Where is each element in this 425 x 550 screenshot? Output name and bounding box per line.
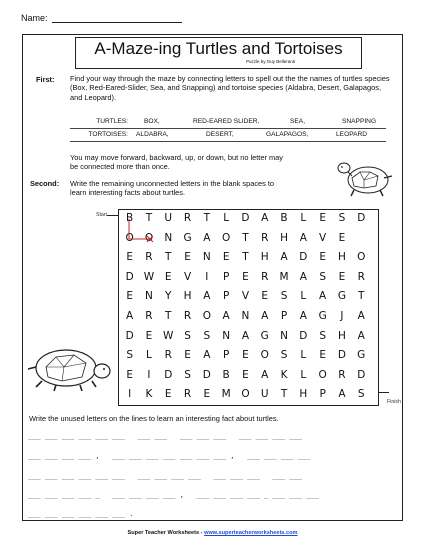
maze-letter: L — [146, 349, 152, 362]
maze-letter: R — [357, 270, 365, 283]
maze-letter: R — [183, 388, 192, 401]
first-instructions: Find your way through the maze by connecting letters to spell out the the names of turtles species (Box, Red-Eared-Slider, Sea, and Snapping) and tortoise species (Aldabra, Desert, Galapagos, and Leopard). — [70, 74, 390, 102]
maze-letter: D — [299, 251, 308, 264]
maze-letter: T — [280, 388, 288, 401]
maze-letter: D — [337, 349, 346, 362]
maze-letter: T — [145, 212, 153, 224]
maze-letter: R — [145, 310, 153, 322]
maze-letter: A — [203, 290, 211, 303]
maze-letter: R — [261, 270, 269, 283]
footer-link[interactable]: www.superteacherworksheets.com — [204, 530, 298, 536]
maze-letter: E — [242, 270, 249, 283]
maze-letter: E — [319, 349, 326, 362]
maze-letter: L — [223, 212, 230, 224]
maze-letter: J — [340, 310, 344, 322]
maze-letter: O — [125, 231, 134, 244]
maze-letter: P — [319, 388, 326, 401]
maze-letter: D — [125, 270, 134, 283]
maze-letter: O — [222, 231, 231, 244]
turtles-label: TURTLES: — [96, 118, 128, 125]
maze-letter: L — [300, 349, 307, 362]
maze-letter: S — [319, 270, 326, 283]
maze-letter: U — [164, 212, 173, 224]
footer-separator: - — [199, 530, 205, 536]
turtle-item: SNAPPING — [342, 118, 377, 125]
title-box — [75, 37, 362, 69]
maze-letter: S — [126, 349, 133, 362]
maze-letter: Y — [165, 290, 172, 303]
byline: Puzzle by Guy Belleranti — [245, 59, 295, 64]
maze-letter: N — [222, 329, 231, 342]
maze-letter: T — [242, 231, 249, 244]
answer-line[interactable]: ___ ___ ___ ___ _ ___ ___ ___ ___ , ___ ___ ___ ___ _ ___ ___ ___ — [28, 491, 319, 499]
maze-letter: I — [147, 368, 151, 381]
start-label: Start — [96, 212, 107, 218]
second-label: Second: — [30, 179, 60, 188]
maze-letter: R — [145, 251, 153, 264]
maze-letter: E — [338, 231, 346, 244]
maze-letter: A — [338, 388, 346, 401]
maze-letter: H — [183, 290, 192, 303]
maze-letter: I — [128, 388, 132, 401]
maze-letter: G — [183, 231, 192, 244]
maze-letter: H — [280, 231, 288, 244]
maze-letter: A — [126, 310, 134, 322]
maze-letter: D — [164, 368, 173, 381]
name-label: Name: — [21, 13, 48, 23]
maze-letter: S — [338, 212, 346, 224]
tortoise-illustration — [334, 156, 398, 202]
maze-letter: S — [280, 349, 288, 362]
maze-letter: A — [299, 231, 307, 244]
turtle-item: BOX, — [144, 118, 160, 125]
maze-letter: V — [183, 270, 192, 283]
answer-line[interactable]: ___ ___ ___ ___ ___ ___ . — [28, 510, 134, 518]
maze-letter: A — [357, 329, 365, 342]
maze-letter: R — [183, 212, 192, 224]
maze-letter: B — [280, 212, 288, 224]
name-field[interactable] — [21, 13, 182, 23]
maze-letter: N — [280, 329, 288, 342]
tortoise-item: GALAPAGOS, — [266, 131, 309, 138]
maze-letter: V — [241, 290, 250, 303]
finish-label: Finish — [387, 399, 401, 405]
maze-letter: L — [300, 368, 307, 381]
maze-letter: E — [261, 290, 269, 303]
turtle-item: SEA, — [290, 118, 306, 125]
maze-letter: H — [337, 251, 346, 264]
tortoises-label: TORTOISES: — [88, 131, 128, 138]
maze-letter: A — [261, 212, 269, 224]
maze-letter: T — [165, 251, 172, 264]
maze-letter: H — [260, 251, 269, 264]
footer-brand: Super Teacher Worksheets — [127, 530, 200, 536]
maze-letter: D — [125, 329, 134, 342]
start-arrow — [107, 215, 118, 216]
turtle-item: RED-EARED SLIDER, — [193, 118, 260, 125]
maze-letter: T — [203, 212, 211, 224]
maze-letter: G — [260, 329, 269, 342]
maze-letter: E — [222, 251, 230, 264]
answer-line[interactable]: ___ ___ ___ ___ ___ ___ ___ ___ ___ ___ ___ ___ ___ ___ ___ — [28, 432, 302, 440]
page-title: A-Maze-ing Turtles and Tortoises — [94, 39, 343, 58]
maze-letter: A — [280, 251, 288, 264]
maze-letter: N — [202, 251, 211, 264]
maze-letter: E — [126, 368, 133, 381]
maze-letter: S — [357, 388, 365, 401]
tortoise-item: ALDABRA, — [136, 131, 169, 138]
maze-letter: G — [357, 349, 366, 362]
maze-letter: T — [165, 310, 172, 322]
maze-letter: E — [203, 388, 211, 401]
maze-letter: O — [260, 349, 269, 362]
maze-letter: N — [164, 231, 173, 244]
maze-letter: E — [242, 368, 249, 381]
maze-letter: M — [221, 388, 231, 401]
maze-letter: A — [261, 368, 269, 381]
maze-letter: W — [163, 329, 174, 342]
maze-letter: A — [241, 329, 250, 342]
tortoise-item: DESERT, — [206, 131, 234, 138]
maze-letter: O — [318, 368, 327, 381]
maze-letter: E — [242, 349, 249, 362]
footer — [0, 530, 425, 536]
maze-letter: D — [299, 329, 308, 342]
maze-letter: P — [222, 290, 230, 303]
maze-letter: N — [241, 310, 250, 322]
maze-letter: V — [319, 231, 327, 244]
example-path — [118, 209, 178, 249]
maze-letter: S — [203, 329, 211, 342]
maze-letter: R — [164, 349, 172, 362]
maze-letter: A — [203, 231, 211, 244]
maze-letter: B — [126, 212, 134, 224]
tortoises-row — [70, 130, 386, 142]
maze-letter: B — [222, 368, 230, 381]
maze-letter: R — [338, 368, 346, 381]
maze-letter: U — [260, 388, 269, 401]
second-instructions: Write the remaining unconnected letters in the blank spaces to learn interesting facts about turtles. — [70, 179, 275, 198]
turtle-illustration — [22, 341, 112, 393]
maze-letter: I — [205, 270, 209, 283]
maze-letter: S — [280, 290, 288, 303]
maze-letter: E — [184, 349, 191, 362]
maze-letter: E — [338, 270, 346, 283]
maze-letter: A — [299, 270, 307, 283]
maze-letter: K — [145, 388, 153, 401]
maze-letter: D — [357, 368, 366, 381]
maze-letter: O — [144, 231, 154, 244]
maze-letter: W — [143, 270, 155, 283]
maze-letter: K — [280, 368, 288, 381]
maze-letter: T — [242, 251, 249, 264]
maze-letter: O — [241, 388, 250, 401]
maze-letter: A — [261, 310, 269, 322]
maze-letter: A — [222, 310, 230, 322]
maze-letter: G — [318, 310, 327, 322]
maze-letter: P — [222, 349, 230, 362]
maze-letter: E — [126, 290, 133, 303]
maze-letter: A — [299, 310, 307, 322]
maze-letter: G — [337, 290, 347, 303]
maze-letter: D — [202, 368, 211, 381]
maze-letter: H — [337, 329, 346, 342]
maze-letter: M — [279, 270, 289, 283]
first-label: First: — [36, 75, 55, 84]
unused-letters-instructions: Write the unused letters on the lines to learn an interesting fact about turtles. — [29, 414, 279, 423]
maze-letter: E — [164, 270, 172, 283]
maze-letter: P — [222, 270, 230, 283]
turtles-row — [70, 117, 386, 129]
movement-note: You may move forward, backward, up, or down, but no letter may be connected more than once. — [70, 153, 283, 172]
maze-letter: N — [145, 290, 153, 303]
maze-letter: E — [164, 388, 172, 401]
maze-letter: H — [299, 388, 308, 401]
maze-letter: S — [184, 329, 191, 342]
maze-letter: E — [184, 251, 191, 264]
maze-letter: T — [358, 290, 365, 303]
maze-letter: E — [126, 251, 133, 264]
maze-letter: S — [184, 368, 191, 381]
maze-letter: E — [319, 212, 326, 224]
maze-letter: R — [183, 310, 192, 322]
maze-letter: O — [357, 251, 366, 264]
answer-line[interactable]: ___ ___ ___ ___ ___ ___ ___ ___ ___ ___ ___ ___ ___ ___ ___ — [28, 472, 302, 480]
maze-letter: A — [319, 290, 327, 303]
maze-letter: R — [261, 231, 269, 244]
maze-letter: L — [300, 290, 307, 303]
maze-letter: S — [319, 329, 326, 342]
maze-letter: P — [280, 310, 288, 322]
maze-letter: O — [202, 310, 211, 322]
maze-letter: A — [203, 349, 211, 362]
maze-letter: E — [319, 251, 326, 264]
maze-letter: E — [145, 329, 153, 342]
maze-letter: D — [357, 212, 366, 224]
tortoise-item: LEOPARD — [336, 131, 368, 138]
maze-letter: A — [357, 310, 365, 322]
maze-letter: L — [300, 212, 307, 224]
finish-arrow — [379, 392, 389, 393]
name-line[interactable] — [52, 14, 182, 23]
maze-letter: D — [241, 212, 250, 224]
answer-line[interactable]: ___ ___ ___ ___ , ___ ___ ___ ___ ___ ___ ___ , ___ ___ ___ ___ — [28, 452, 311, 460]
